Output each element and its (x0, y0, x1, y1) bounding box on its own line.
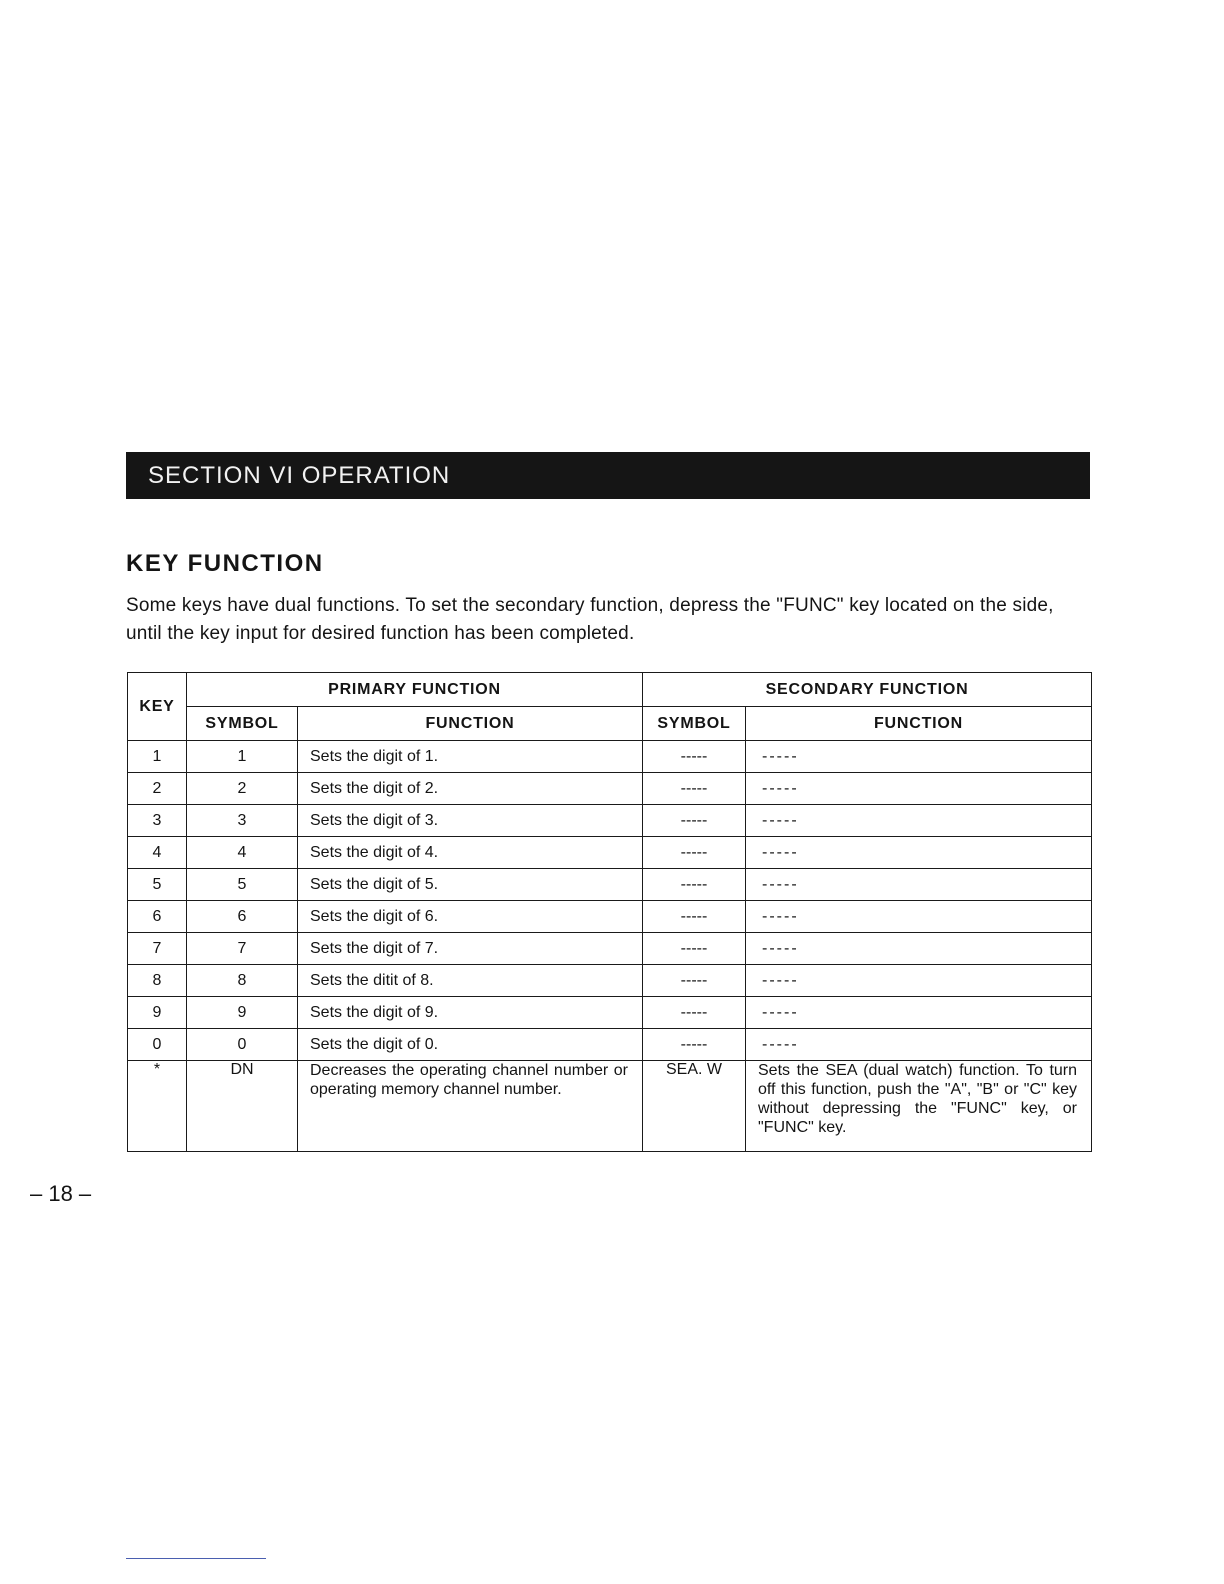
cell-function: Sets the digit of 7. (298, 933, 643, 965)
cell-key: * (128, 1061, 187, 1152)
cell-key: 3 (128, 805, 187, 837)
table-header-row (128, 673, 1092, 707)
footnote-rule (126, 1558, 266, 1559)
cell-secondary-function: ----- (746, 1029, 1092, 1061)
cell-key: 9 (128, 997, 187, 1029)
cell-function: Sets the ditit of 8. (298, 965, 643, 997)
cell-secondary-function: ----- (746, 741, 1092, 773)
header-secondary-function: SECONDARY FUNCTION (643, 673, 1092, 707)
cell-secondary-function: ----- (746, 933, 1092, 965)
cell-secondary-function: Sets the SEA (dual watch) function. To turn off this function, push the "A", "B" or "C" key without depressing the "FUNC" key, or "FUNC" key. (746, 1061, 1092, 1152)
header-secondary-symbol: SYMBOL (643, 707, 746, 741)
cell-symbol: 0 (187, 1029, 298, 1061)
cell-symbol: 9 (187, 997, 298, 1029)
header-key: KEY (128, 673, 187, 741)
table-body (128, 741, 1092, 1061)
header-primary-function: PRIMARY FUNCTION (187, 673, 643, 707)
table-row-star (128, 1061, 1092, 1152)
table-row (128, 997, 1092, 1029)
cell-key: 0 (128, 1029, 187, 1061)
cell-secondary-function: ----- (746, 837, 1092, 869)
table-row (128, 1029, 1092, 1061)
cell-secondary-symbol: ----- (643, 869, 746, 901)
cell-key: 7 (128, 933, 187, 965)
cell-symbol: 8 (187, 965, 298, 997)
cell-key: 2 (128, 773, 187, 805)
cell-symbol: 1 (187, 741, 298, 773)
cell-key: 4 (128, 837, 187, 869)
cell-symbol: 7 (187, 933, 298, 965)
cell-secondary-symbol: ----- (643, 773, 746, 805)
cell-function: Sets the digit of 6. (298, 901, 643, 933)
cell-function: Decreases the operating channel number or operating memory channel number. (298, 1061, 643, 1152)
cell-symbol: 3 (187, 805, 298, 837)
table-row (128, 965, 1092, 997)
header-primary-function-col: FUNCTION (298, 707, 643, 741)
table-row (128, 805, 1092, 837)
section-title: SECTION VI OPERATION (148, 462, 451, 489)
cell-secondary-function: ----- (746, 965, 1092, 997)
table-row (128, 741, 1092, 773)
cell-secondary-function: ----- (746, 869, 1092, 901)
cell-function: Sets the digit of 0. (298, 1029, 643, 1061)
cell-secondary-symbol: SEA. W (643, 1061, 746, 1152)
table-row (128, 933, 1092, 965)
table-subheader-row (128, 707, 1092, 741)
cell-secondary-symbol: ----- (643, 965, 746, 997)
cell-secondary-symbol: ----- (643, 901, 746, 933)
table-row (128, 773, 1092, 805)
page-heading: KEY FUNCTION (126, 550, 324, 577)
table-row (128, 837, 1092, 869)
cell-secondary-symbol: ----- (643, 933, 746, 965)
cell-secondary-function: ----- (746, 997, 1092, 1029)
cell-secondary-symbol: ----- (643, 837, 746, 869)
cell-key: 6 (128, 901, 187, 933)
cell-secondary-symbol: ----- (643, 741, 746, 773)
cell-secondary-symbol: ----- (643, 1029, 746, 1061)
cell-function: Sets the digit of 2. (298, 773, 643, 805)
cell-symbol: 6 (187, 901, 298, 933)
header-primary-symbol: SYMBOL (187, 707, 298, 741)
cell-symbol: 4 (187, 837, 298, 869)
cell-secondary-function: ----- (746, 805, 1092, 837)
cell-function: Sets the digit of 1. (298, 741, 643, 773)
cell-key: 5 (128, 869, 187, 901)
cell-function: Sets the digit of 9. (298, 997, 643, 1029)
cell-key: 1 (128, 741, 187, 773)
cell-function: Sets the digit of 3. (298, 805, 643, 837)
cell-key: 8 (128, 965, 187, 997)
cell-function: Sets the digit of 5. (298, 869, 643, 901)
cell-secondary-function: ----- (746, 901, 1092, 933)
cell-symbol: 5 (187, 869, 298, 901)
cell-secondary-function: ----- (746, 773, 1092, 805)
cell-symbol: 2 (187, 773, 298, 805)
cell-symbol: DN (187, 1061, 298, 1152)
cell-function: Sets the digit of 4. (298, 837, 643, 869)
table-row (128, 869, 1092, 901)
page-number: – 18 – (30, 1181, 92, 1206)
cell-secondary-symbol: ----- (643, 805, 746, 837)
section-header-bar (126, 452, 1090, 499)
header-secondary-function-col: FUNCTION (746, 707, 1092, 741)
intro-paragraph: Some keys have dual functions. To set the secondary function, depress the "FUNC" key located on the side, until the key input for desired function has been completed. (126, 595, 1054, 644)
key-function-table (127, 672, 1092, 1152)
table-row (128, 901, 1092, 933)
cell-secondary-symbol: ----- (643, 997, 746, 1029)
